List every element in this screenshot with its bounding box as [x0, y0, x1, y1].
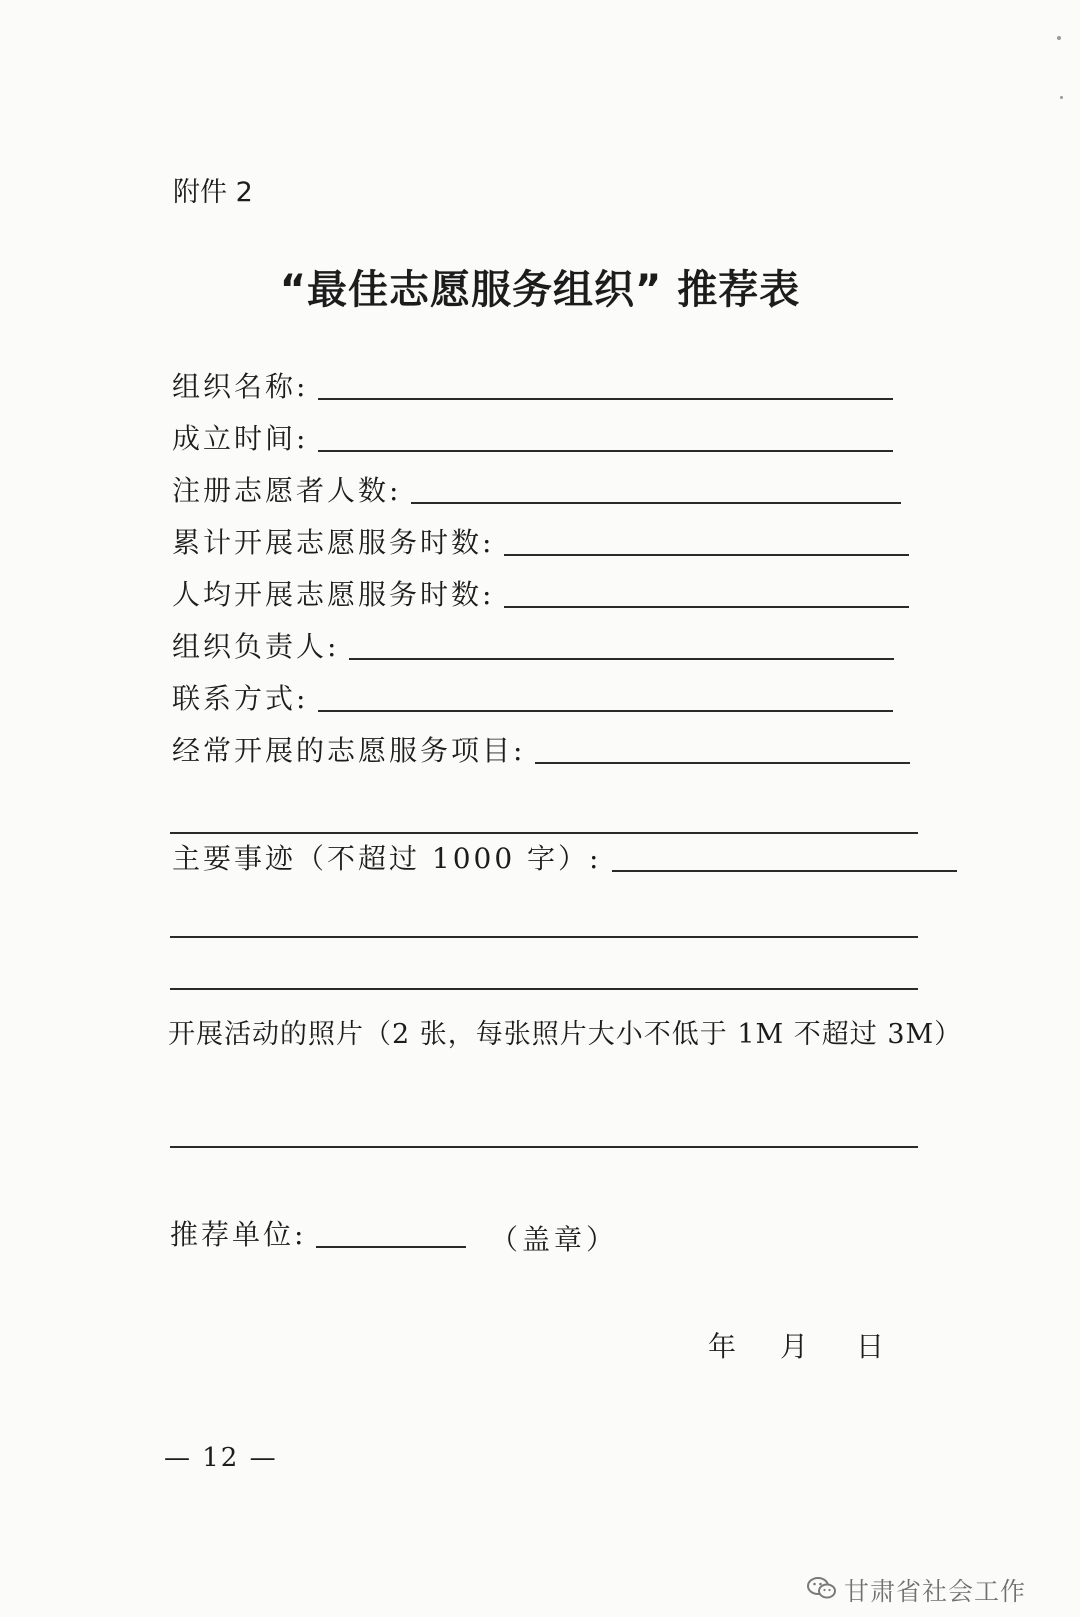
fill-line[interactable] [316, 1244, 466, 1248]
seal-label: （盖章） [490, 1223, 619, 1256]
fill-line[interactable] [504, 552, 909, 556]
fill-line[interactable] [318, 708, 893, 712]
watermark [806, 1572, 1026, 1608]
field-label: 联系方式: [172, 682, 309, 715]
field-total-service-hours [172, 526, 909, 560]
page-number: — 12 — [164, 1443, 278, 1473]
fill-line[interactable] [349, 656, 894, 660]
field-label: 组织负责人: [172, 630, 340, 663]
field-label: 累计开展志愿服务时数: [172, 526, 495, 559]
date-month: 月 [780, 1330, 809, 1363]
field-label: 成立时间: [172, 422, 309, 455]
field-founded-date [172, 422, 893, 456]
field-label: 经常开展的志愿服务项目: [172, 734, 526, 767]
field-main-deeds [172, 842, 957, 876]
field-contact [172, 682, 893, 716]
fill-line[interactable] [318, 448, 893, 452]
scan-speck [1057, 36, 1061, 40]
field-recommender [170, 1218, 466, 1252]
field-label: 人均开展志愿服务时数: [172, 578, 495, 611]
field-label: 推荐单位: [170, 1218, 307, 1251]
fill-line[interactable] [318, 396, 893, 400]
fill-line[interactable] [170, 936, 918, 938]
fill-line[interactable] [535, 760, 910, 764]
field-regular-projects [172, 734, 910, 768]
photo-fill-line[interactable] [170, 1146, 918, 1148]
scan-speck [1060, 96, 1063, 99]
fill-line[interactable] [170, 988, 918, 990]
attachment-label: 附件 2 [173, 177, 253, 208]
field-label: 主要事迹（不超过 1000 字）: [172, 842, 602, 875]
field-registered-volunteers [172, 474, 901, 508]
fill-line[interactable] [504, 604, 909, 608]
fill-line[interactable] [170, 832, 918, 834]
fill-line[interactable] [612, 868, 957, 872]
field-label: 组织名称: [172, 370, 309, 403]
fill-line[interactable] [411, 500, 901, 504]
wechat-icon [806, 1575, 838, 1605]
watermark-text: 甘肃省社会工作 [844, 1577, 1027, 1606]
field-org-name [172, 370, 893, 404]
form-title: “最佳志愿服务组织” 推荐表 [279, 267, 801, 313]
date-day: 日 [856, 1330, 885, 1363]
field-org-leader [172, 630, 894, 664]
photos-label: 开展活动的照片（2 张，每张照片大小不低于 1M 不超过 3M） [168, 1019, 963, 1050]
field-label: 注册志愿者人数: [172, 474, 402, 507]
field-avg-service-hours [172, 578, 909, 612]
date-year: 年 [708, 1330, 737, 1363]
